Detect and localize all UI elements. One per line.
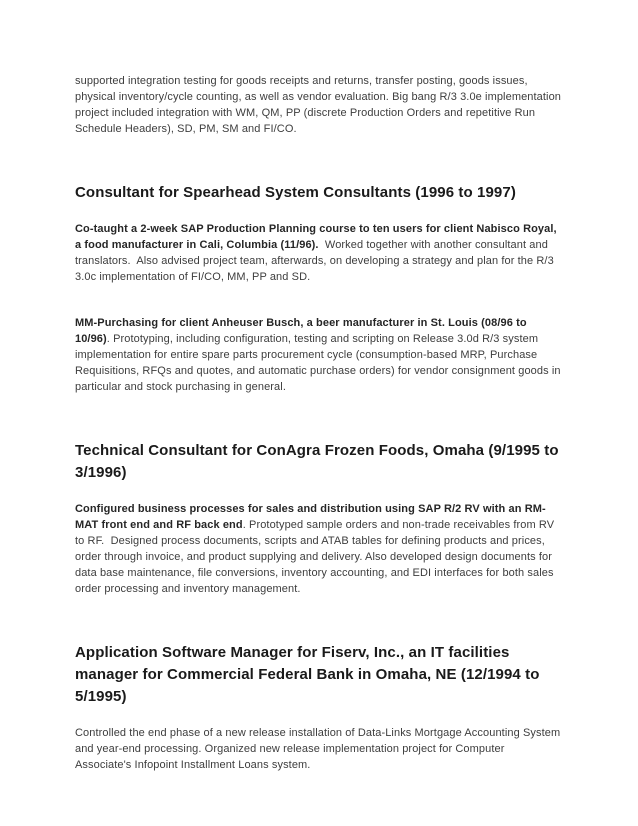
text-run: Technical Consultant for ConAgra Frozen Foods, Omaha (9/1995 to 3/1996) bbox=[75, 442, 563, 481]
heading-conagra-consultant bbox=[75, 440, 563, 484]
text-run: . Prototyped sample orders and non-trade receivables from RV to RF. Designed process documents, scripts and ATAB tables for defining products and prices, order through invoice, and product supplying and delivery. Also developed design documents for data base maintenance, file conversions, inventory accounting, and EDI interfaces for both sales order processing and inventory management. bbox=[75, 519, 558, 595]
paragraph-sap-r2-rv bbox=[75, 501, 563, 597]
paragraph-anheuser-busch bbox=[75, 315, 563, 395]
text-run: Worked together with another consultant and translators. Also advised project team, afterwards, on developing a strategy and plan for the R/3 3.0c implementation of FI/CO, MM, PP and SD. bbox=[75, 239, 557, 283]
text-run: Configured business processes for sales and distribution using SAP R/2 RV with an RM-MAT front end and RF back end bbox=[75, 503, 546, 531]
text-run: MM-Purchasing for client Anheuser Busch, a beer manufacturer in St. Louis (08/96 to 10/96) bbox=[75, 317, 530, 345]
text-run: Consultant for Spearhead System Consultants (1996 to 1997) bbox=[75, 184, 516, 201]
text-run: Application Software Manager for Fiserv, Inc., an IT facilities manager for Commercial Federal Bank in Omaha, NE (12/1994 to 5/1995) bbox=[75, 644, 544, 705]
heading-fiserv-manager bbox=[75, 642, 563, 708]
text-run: Controlled the end phase of a new release installation of Data-Links Mortgage Accounting System and year-end processing. Organized new release implementation project for Computer Associate's Infopoint Installment Loans system. bbox=[75, 727, 564, 771]
text-run: supported integration testing for goods receipts and returns, transfer posting, goods issues, physical inventory/cycle counting, as well as vendor evaluation. Big bang R/3 3.0e implementation project included integration with WM, QM, PP (discrete Production Orders and repetitive Run Schedule Headers), SD, PM, SM and FI/CO. bbox=[75, 75, 565, 135]
text-run: . Prototyping, including configuration, testing and scripting on Release 3.0d R/3 system implementation for entire spare parts procurement cycle (consumption-based MRP, Purchase Requisitions, RFQs and quotes, and automatic purchase orders) for vendor consignment goods in particular and stock purchasing in general. bbox=[75, 333, 564, 393]
paragraph-integration-testing bbox=[75, 73, 563, 137]
heading-spearhead-consultant bbox=[75, 182, 563, 204]
paragraph-nabisco-royal bbox=[75, 221, 563, 285]
text-run: Co-taught a 2-week SAP Production Planning course to ten users for client Nabisco Royal, a food manufacturer in Cali, Columbia (11/96). bbox=[75, 223, 560, 251]
paragraph-data-links bbox=[75, 725, 563, 773]
